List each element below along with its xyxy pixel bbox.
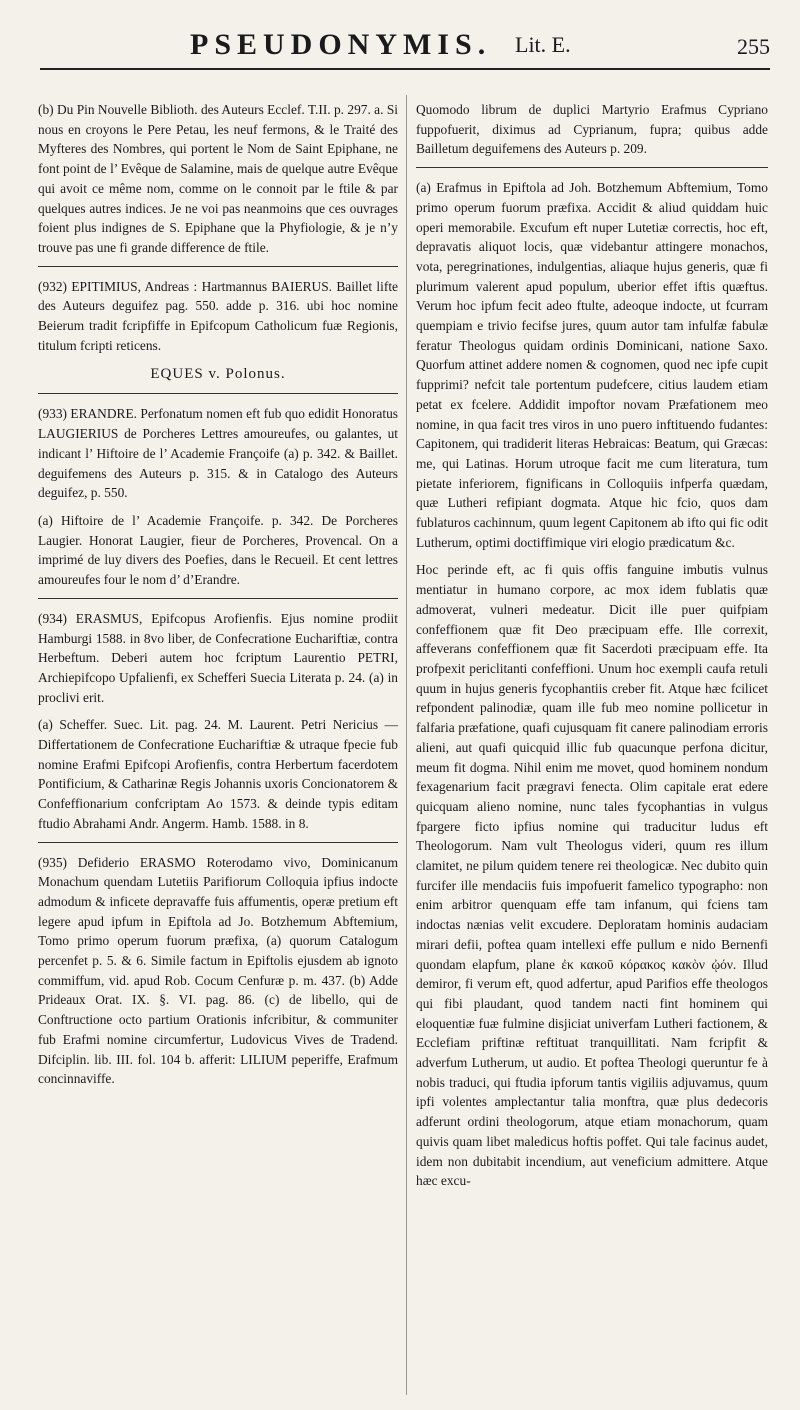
left-column — [38, 100, 398, 1097]
entry-934: (934) ERASMUS, Epifcopus Arofienfis. Ejus nomine prodiit Hamburgi 1588. in 8vo liber, de Confecratione Euchariftiæ, contra Herbeftum. Deberi autem hoc fcriptum Laurentio PETRI, Archiepifcopo Upfalienfi, ex Schefferi Suecia Literata p. 24. (a) in proclivi erit. — [38, 610, 398, 705]
divider — [38, 266, 398, 267]
section-mark: Lit. E. — [515, 32, 571, 57]
footnote-b: (b) Du Pin Nouvelle Biblioth. des Auteurs Ecclef. T.II. p. 297. a. Si nous en croyons le Pere Petau, les neuf fermons, & le Traité des Myfteres des Nombres, qui portent le Nom de Saint Epiphane, ne font point de l’ Evêque de Salamine, mais de quelque autre Evêque qui avoit ce même nom, comme on le connoit par le ftile & par quelques autres indices. Je ne voi pas neanmoins que ces ouvrages foient plus indignes de S. Epiphane que la Phyfiologie, & je n’y trouve pas une fi grande difference de ftile. — [38, 102, 398, 255]
footnote-933-a: (a) Hiftoire de l’ Academie Françoife. p. 342. De Porcheres Laugier. Honorat Laugier, fieur de Porcheres, Provencal. On a imprimé de luy divers des Poefies, dans le Recueil. Et cent lettres amoureufes four le nom d’ d’Erandre. — [38, 513, 398, 588]
right-column — [416, 100, 768, 1199]
cross-reference: EQUES v. Polonus. — [150, 366, 286, 383]
running-title: PSEUDONYMIS. — [190, 28, 492, 61]
page-number: 255 — [737, 34, 770, 59]
entry-932: (932) EPITIMIUS, Andreas : Hartmannus BAIERUS. Baillet lifte des Auteurs deguifez pag. 550. adde p. 316. ubi hoc nomine Beierum tradit fcripfiffe in Epifcopum Catholicum fuæ Regionis, titulum fcripti reticens. — [38, 278, 398, 353]
divider — [38, 842, 398, 843]
entry-935-continued: Quomodo librum de duplici Martyrio Erafmus Cypriano fuppofuerit, diximus ad Cyprianum, fupra; quibus adde Bailletum deguifemens des Auteurs p. 209. — [416, 102, 768, 157]
entry-933: (933) ERANDRE. Perfonatum nomen eft fub quo edidit Honoratus LAUGIERIUS de Porcheres Lettres amoureufes, ou galantes, ut indicant l’ Hiftoire de l’ Academie Françoife (a) p. 342. & Baillet. deguifemens des Auteurs p. 315. & in Catalogo des Auteurs deguifez, p. 550. — [38, 406, 398, 501]
entry-935: (935) Defiderio ERASMO Roterodamo vivo, Dominicanum Monachum quendam Lutetiis Parifiorum Colloquia ipfius indocte admodum & inficete depravaffe fuis affumentis, operæ pretium eft legere apud ipfum in Epiftola ad Jo. Botzhemum Abftemium, Tomo primo operum fuorum præfixa, (a) quorum Catalogum percenfet p. 5. & 6. Simile factum in Epiftolis ejusdem ab ignoto commiffum, vid. apud Rob. Cocum Cenfuræ p. m. 437. (b) Adde Prideaux Orat. IX. §. VI. pag. 86. (c) de libello, qui de Conftructione octo partium Orationis infcribitur, & communiter fub Erafmi nomine circumfertur, Ludovicus Vives de Tradend. Difciplin. lib. III. fol. 104 b. afferit: LILIUM peperiffe, Erafmum concinnaviffe. — [38, 854, 398, 1087]
header-rule — [40, 68, 770, 70]
footnote-935-a: (a) Erafmus in Epiftola ad Joh. Botzhemum Abftemium, Tomo primo operum fuorum præfixa. Accidit & aliud quiddam huic operi memorabile. Excufum eft nuper Lutetiæ correctis, hoc eft, depravatis aliquot locis, quæ videbantur attingere monachos, vota, peregrinationes, indulgentias, aliaque hujus generis, quæ fi plurimum valerent apud populum, uberior effet iftis quæftus. Verum hoc ipfum fecit adeo ftulte, adeoque indocte, ut fcurram quempiam e trivio fecifse jures, quum autor tam infulfæ fabulæ feratur Theologus quidam ordinis Dominicani, natione Saxo. Quorfum attinet addere nomen & cognomen, quod nec ipfe cupit fupprimi? nefcit tale portentum pudefcere, citius laudem etiam petat ex fcelere. Addidit impoftor novam Præfationem meo nomine, in qua facit tres viros in uno puero inftituendo fudantes: Capitonem, qui tradiderit literas Hebraicas: Beatum, qui Græcas: me, qui Latinas. Horum utroque facit me cum literatura, tum pietate inferiorem, fignificans in Colloquiis infperfa quædam, quæ Lutheri refipiant dogmata. Atque hic fcio, quos dam fublaturos cachinnum, quum legent Capitonem ab ifto qui fic odit Lutherum, optimi doctiffimique viri elogio prædicatum &c. — [416, 180, 768, 550]
column-divider — [406, 95, 407, 1395]
page-header — [40, 28, 770, 68]
divider — [38, 598, 398, 599]
divider — [38, 393, 398, 394]
footnote-934-a: (a) Scheffer. Suec. Lit. pag. 24. M. Laurent. Petri Nericius — Differtationem de Confecratione Euchariftiæ & utraque fpecie fub nomine Erafmi Epifcopi Arofienfis, contra Herbertum facerdotem Pontificium, & Catharinæ Regis Johannis uxoris Concionatorem & Confeffionarium confcriptam Ao 1573. & deinde typis editam ftudio Abrahami Andr. Angerm. Hamb. 1588. in 8. — [38, 717, 398, 831]
footnote-935-a-continued: Hoc perinde eft, ac fi quis offis fanguine imbutis vulnus mentiatur in humano corpore, ac mox idem fublatis quæ admoverat, vulneri medeatur. Dicit ille puer quifpiam confeffionem quæ fit Deo præcipuam effe. Ille correxit, affeverans confeffionem quæ fit Sacerdoti præcipuam effe. Ita profpexit periclitanti confeffioni. Unum hoc exempli caufa retuli quum in hujus generis fycophantiis creber fit. Atque hæc fcilicet refpondent palinodiæ, quam ille fub meo nomine pollicetur in falfaria præfatione, quafi cujusquam fit canere palinodiam erroris alieni, aut quafi quicquid illic fub quacunque perfona dicitur, meum fit dogma. Nihil enim me movet, quod hominem nondum fexagenarium facit prægravi fenecta. Olim capitale erat edere quicquam alieno nomine, nunc tales fycophantias in vulgus fpargere ficto ipfius nomine qui traducitur ludus eft Theologorum. Nam vult Theologus videri, quum res illum clamitet, ne pilum quidem tenere rei theologicæ. Nec dubito quin furcifer ille mendaciis fuis impofuerit famelico typographo: non enim arbitror quenquam effe tam infanum, qui fciens tam indoctas nænias velit excudere. Deploratam hominis audaciam mirari defii, poftea quam intellexi effe pullum e nido Bernenfi quondam elapfum, plane ἐκ κακοῦ κόρακος κακὸν ᾠόν. Illud demiror, fi verum eft, quod adfertur, apud Parifios effe theologos qui fibi plaudant, quod tandem nacti fint hominem qui eloquentiæ fuæ fulmine disjiciat univerfam Lutheri factionem, & Ecclefiam priftinæ reftituat tranquillitati. Nam fcripfit & adverfum Lutherum, ut audio. Et poftea Theologi queruntur fe à nobis traduci, qui ftudia ipforum tantis vigiliis adjuvamus, quum ipfi volentes amplectantur talia monftra, quæ plus dedecoris adferunt ordini theologorum, atque etiam monachorum, quam quivis quam libet maledicus hoftis poffet. Qui tale facinus audet, idem non dubitabit incendium, aut veneficium admittere. Atque hæc excu- — [416, 562, 768, 1189]
divider — [416, 167, 768, 168]
